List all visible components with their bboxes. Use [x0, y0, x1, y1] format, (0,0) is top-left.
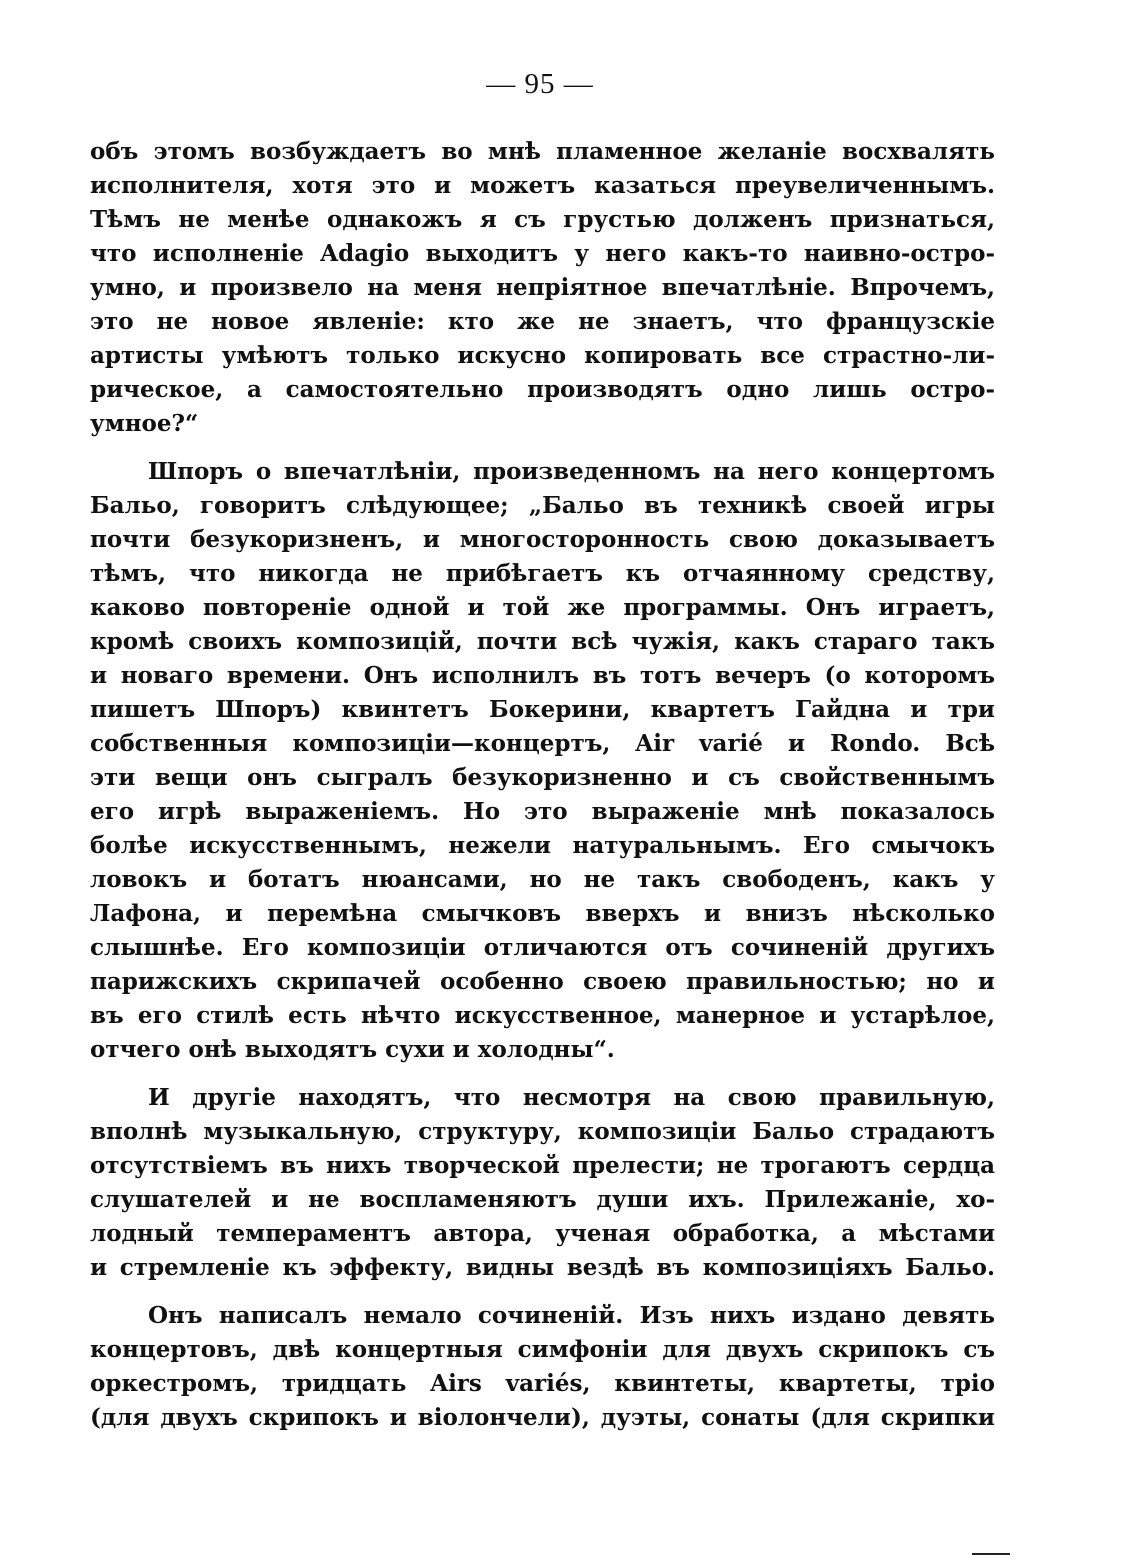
- text-line: слышнѣе. Его композиціи отличаются отъ сочиненій другихъ: [90, 934, 995, 961]
- text-line: собственныя композиціи—концертъ, Air varié и Rondo. Всѣ: [90, 730, 995, 757]
- text-line: Онъ написалъ немало сочиненій. Изъ нихъ издано девять: [148, 1302, 995, 1329]
- text-line: артисты умѣютъ только искусно копировать все страстно-ли-: [90, 342, 995, 369]
- paragraph-1: [90, 135, 995, 441]
- text-line: эти вещи онъ сыгралъ безукоризненно и съ свойственнымъ: [90, 764, 995, 791]
- text-line: Бальо, говоритъ слѣдующее; „Бальо въ техникѣ своей игры: [90, 492, 995, 519]
- text-line: И другіе находятъ, что несмотря на свою правильную,: [148, 1084, 995, 1111]
- text-line: Шпоръ о впечатлѣніи, произведенномъ на него концертомъ: [148, 458, 995, 485]
- text-line: его игрѣ выраженіемъ. Но это выраженіе мнѣ показалось: [90, 798, 995, 825]
- text-line: почти безукоризненъ, и многосторонность свою доказываетъ: [90, 526, 995, 553]
- page-number: — 95 —: [486, 68, 594, 100]
- text-line: въ его стилѣ есть нѣчто искусственное, манерное и устарѣлое,: [90, 1002, 995, 1029]
- text-line: и стремленіе къ эффекту, видны вездѣ въ композиціяхъ Бальо.: [90, 1254, 995, 1281]
- text-line: отчего онѣ выходятъ сухи и холодны“.: [90, 1036, 615, 1063]
- body-text: [90, 135, 995, 1435]
- text-line: каково повтореніе одной и той же программы. Онъ играетъ,: [90, 594, 995, 621]
- text-line: парижскихъ скрипачей особенно своею правильностью; но и: [90, 968, 995, 995]
- text-line: кромѣ своихъ композицій, почти всѣ чужія, какъ стараго такъ: [90, 628, 995, 655]
- text-line: рическое, а самостоятельно производятъ одно лишь остро-: [90, 376, 995, 403]
- text-line: объ этомъ возбуждаетъ во мнѣ пламенное желаніе восхвалять: [90, 138, 995, 165]
- paragraph-4: [90, 1299, 995, 1435]
- text-line: это не новое явленіе: кто же не знаетъ, что французскіе: [90, 308, 995, 335]
- text-line: вполнѣ музыкальную, структуру, композиціи Бальо страдаютъ: [90, 1118, 995, 1145]
- text-line: лодный темпераментъ автора, ученая обработка, а мѣстами: [90, 1220, 995, 1247]
- text-line: ловокъ и ботатъ нюансами, но не такъ свободенъ, какъ у: [90, 866, 995, 893]
- text-line: пишетъ Шпоръ) квинтетъ Бокерини, квартетъ Гайдна и три: [90, 696, 995, 723]
- text-line: Тѣмъ не менѣе однакожъ я съ грустью долженъ признаться,: [90, 206, 995, 233]
- text-line: болѣе искусственнымъ, нежели натуральнымъ. Его смычокъ: [90, 832, 995, 859]
- text-line: Лафона, и перемѣна смычковъ вверхъ и внизъ нѣсколько: [90, 900, 995, 927]
- text-line: слушателей и не воспламеняютъ души ихъ. Прилежаніе, хо-: [90, 1186, 995, 1213]
- text-line: отсутствіемъ въ нихъ творческой прелести; не трогаютъ сердца: [90, 1152, 995, 1179]
- text-line: умно, и произвело на меня непріятное впечатлѣніе. Впрочемъ,: [90, 274, 995, 301]
- text-line: и новаго времени. Онъ исполнилъ въ тотъ вечеръ (о которомъ: [90, 662, 995, 689]
- text-line: тѣмъ, что никогда не прибѣгаетъ къ отчаянному средству,: [90, 560, 995, 587]
- paragraph-3: [90, 1081, 995, 1285]
- text-line: исполнителя, хотя это и можетъ казаться преувеличеннымъ.: [90, 172, 995, 199]
- text-line: (для двухъ скрипокъ и віолончели), дуэты, сонаты (для скрипки: [90, 1404, 995, 1431]
- text-line: умное?“: [90, 410, 199, 437]
- text-line: концертовъ, двѣ концертныя симфоніи для двухъ скрипокъ съ: [90, 1336, 995, 1363]
- text-line: оркестромъ, тридцать Airs variés, квинтеты, квартеты, тріо: [90, 1370, 995, 1397]
- footer-rule: [972, 1553, 1010, 1555]
- paragraph-2: [90, 455, 995, 1067]
- text-line: что исполненіе Adagio выходитъ у него какъ-то наивно-остро-: [90, 240, 995, 267]
